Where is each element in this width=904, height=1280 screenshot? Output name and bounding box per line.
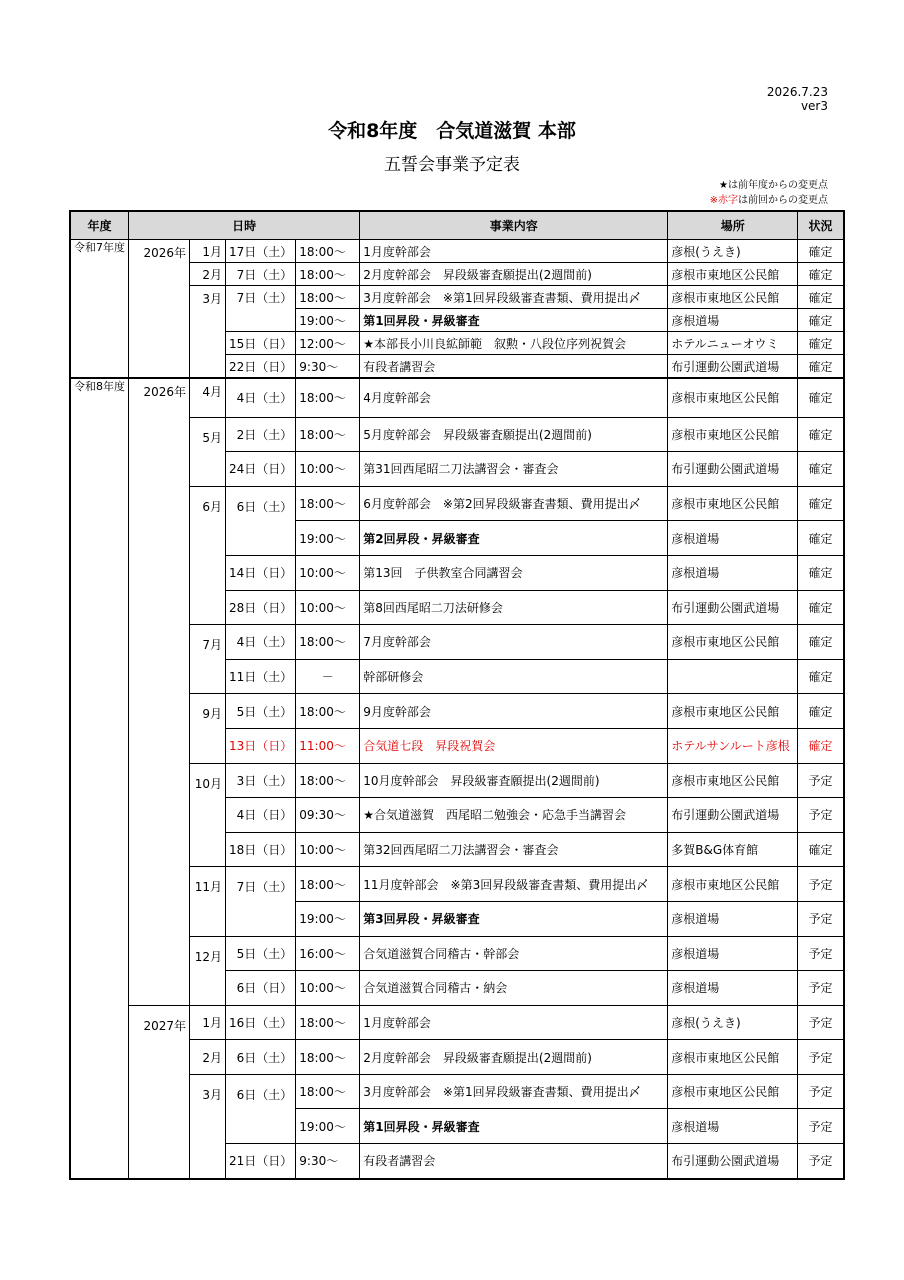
place-cell: 布引運動公園武道場: [668, 355, 798, 379]
time-cell: 18:00～: [296, 286, 360, 309]
note-red-word: 赤字: [718, 195, 738, 206]
status-cell: 確定: [798, 452, 844, 487]
place-cell: 彦根市東地区公民館: [668, 867, 798, 902]
time-cell: 18:00～: [296, 486, 360, 521]
place-cell: 彦根市東地区公民館: [668, 417, 798, 452]
year-2026b: 2026年: [129, 378, 190, 1005]
time-cell: 18:00～: [296, 417, 360, 452]
version-text: ver3: [800, 99, 828, 113]
content-cell: ★合気道滋賀 西尾昭二勉強会・応急手当講習会: [360, 798, 668, 833]
place-cell: 彦根市東地区公民館: [668, 486, 798, 521]
content-cell: 第3回昇段・昇級審査: [360, 901, 668, 936]
status-cell: 確定: [798, 555, 844, 590]
content-cell: 5月度幹部会 昇段級審査願提出(2週間前): [360, 417, 668, 452]
day-cell: 28日（日）: [226, 590, 296, 625]
month-cell: 2月: [190, 263, 226, 286]
content-cell: 10月度幹部会 昇段級審査願提出(2週間前): [360, 763, 668, 798]
status-cell: 確定: [798, 590, 844, 625]
status-cell: 確定: [798, 309, 844, 332]
table-row: [70, 378, 844, 417]
page-subtitle: 五誓会事業予定表: [384, 155, 520, 175]
content-cell: 第1回昇段・昇級審査: [360, 309, 668, 332]
status-cell: 予定: [798, 867, 844, 902]
time-cell: 19:00～: [296, 1109, 360, 1144]
time-cell: 09:30～: [296, 798, 360, 833]
content-cell: 第32回西尾昭二刀法講習会・審査会: [360, 832, 668, 867]
day-cell: 6日（土）: [226, 486, 296, 555]
content-cell: ★本部長小川良絋師範 叙勲・八段位序列祝賀会: [360, 332, 668, 355]
time-cell: 18:00～: [296, 263, 360, 286]
status-cell: 確定: [798, 728, 844, 763]
day-cell: 13日（日）: [226, 728, 296, 763]
month-cell: 6月: [190, 486, 226, 624]
day-cell: 6日（日）: [226, 971, 296, 1006]
content-cell: 9月度幹部会: [360, 694, 668, 729]
time-cell: 10:00～: [296, 832, 360, 867]
time-cell: 19:00～: [296, 309, 360, 332]
status-cell: 確定: [798, 355, 844, 379]
content-cell: 第8回西尾昭二刀法研修会: [360, 590, 668, 625]
content-cell: 7月度幹部会: [360, 625, 668, 660]
time-cell: 18:00～: [296, 240, 360, 263]
place-cell: 彦根道場: [668, 521, 798, 556]
status-cell: 確定: [798, 694, 844, 729]
day-cell: 16日（土）: [226, 1005, 296, 1040]
place-cell: 彦根道場: [668, 555, 798, 590]
content-cell: 合気道七段 昇段祝賀会: [360, 728, 668, 763]
month-cell: 4月: [190, 378, 226, 417]
place-cell: 彦根(うえき): [668, 1005, 798, 1040]
time-cell: 12:00～: [296, 332, 360, 355]
status-cell: 予定: [798, 1040, 844, 1075]
day-cell: 7日（土）: [226, 867, 296, 936]
content-cell: 4月度幹部会: [360, 378, 668, 417]
schedule-table: [69, 210, 845, 1180]
date-text: 2026.7.23: [766, 85, 828, 99]
note-red-prefix: ※: [709, 195, 718, 206]
content-cell: 2月度幹部会 昇段級審査願提出(2週間前): [360, 1040, 668, 1075]
place-cell: 布引運動公園武道場: [668, 1144, 798, 1179]
month-cell: 11月: [190, 867, 226, 936]
content-cell: 3月度幹部会 ※第1回昇段級審査書類、費用提出〆: [360, 1074, 668, 1109]
time-cell: 9:30～: [296, 1144, 360, 1179]
table-header-row: [70, 211, 844, 240]
status-cell: 予定: [798, 1144, 844, 1179]
time-cell: 18:00～: [296, 1040, 360, 1075]
day-cell: 17日（土）: [226, 240, 296, 263]
month-cell: 10月: [190, 763, 226, 867]
day-cell: 11日（土）: [226, 659, 296, 694]
time-cell: 10:00～: [296, 590, 360, 625]
note-star: ★は前年度からの変更点: [719, 180, 828, 191]
month-cell: 7月: [190, 625, 226, 694]
col-place: 場所: [668, 211, 798, 240]
status-cell: 確定: [798, 659, 844, 694]
time-cell: 11:00～: [296, 728, 360, 763]
document-date: [767, 85, 828, 113]
day-cell: 18日（日）: [226, 832, 296, 867]
content-cell: 第31回西尾昭二刀法講習会・審査会: [360, 452, 668, 487]
note-red-suffix: は前回からの変更点: [738, 195, 828, 206]
status-cell: 予定: [798, 1074, 844, 1109]
month-cell: 1月: [190, 1005, 226, 1040]
day-cell: 15日（日）: [226, 332, 296, 355]
content-cell: 6月度幹部会 ※第2回昇段級審査書類、費用提出〆: [360, 486, 668, 521]
content-cell: 第2回昇段・昇級審査: [360, 521, 668, 556]
time-cell: 18:00～: [296, 378, 360, 417]
year-2027: 2027年: [129, 1005, 190, 1178]
place-cell: 彦根道場: [668, 309, 798, 332]
status-cell: 確定: [798, 486, 844, 521]
status-cell: 確定: [798, 417, 844, 452]
day-cell: 6日（土）: [226, 1074, 296, 1143]
status-cell: 確定: [798, 263, 844, 286]
content-cell: 2月度幹部会 昇段級審査願提出(2週間前): [360, 263, 668, 286]
time-cell: 18:00～: [296, 867, 360, 902]
time-cell: 19:00～: [296, 521, 360, 556]
content-cell: 3月度幹部会 ※第1回昇段級審査書類、費用提出〆: [360, 286, 668, 309]
place-cell: 布引運動公園武道場: [668, 590, 798, 625]
day-cell: 21日（日）: [226, 1144, 296, 1179]
status-cell: 予定: [798, 971, 844, 1006]
content-cell: 合気道滋賀合同稽古・幹部会: [360, 936, 668, 971]
status-cell: 予定: [798, 936, 844, 971]
status-cell: 予定: [798, 763, 844, 798]
day-cell: 14日（日）: [226, 555, 296, 590]
place-cell: 彦根(うえき): [668, 240, 798, 263]
time-cell: 9:30～: [296, 355, 360, 379]
status-cell: 確定: [798, 625, 844, 660]
time-cell: 18:00～: [296, 694, 360, 729]
table-row: [70, 1005, 844, 1040]
year-2026a: 2026年: [129, 240, 190, 379]
table-row: [70, 240, 844, 263]
month-cell: 12月: [190, 936, 226, 1005]
place-cell: 彦根道場: [668, 1109, 798, 1144]
time-cell: －: [296, 659, 360, 694]
content-cell: 1月度幹部会: [360, 1005, 668, 1040]
day-cell: 7日（土）: [226, 286, 296, 332]
era-r7: 令和7年度: [70, 240, 129, 379]
page-title: 令和8年度 合気道滋賀 本部: [328, 120, 576, 142]
day-cell: 24日（日）: [226, 452, 296, 487]
day-cell: 5日（土）: [226, 936, 296, 971]
content-cell: 有段者講習会: [360, 1144, 668, 1179]
col-status: 状況: [798, 211, 844, 240]
status-cell: 予定: [798, 798, 844, 833]
content-cell: 1月度幹部会: [360, 240, 668, 263]
place-cell: 彦根市東地区公民館: [668, 1040, 798, 1075]
content-cell: 合気道滋賀合同稽古・納会: [360, 971, 668, 1006]
time-cell: 10:00～: [296, 555, 360, 590]
col-content: 事業内容: [360, 211, 668, 240]
place-cell: ホテルニューオウミ: [668, 332, 798, 355]
time-cell: 16:00～: [296, 936, 360, 971]
note-red: [710, 193, 828, 208]
day-cell: 2日（土）: [226, 417, 296, 452]
content-cell: 幹部研修会: [360, 659, 668, 694]
day-cell: 4日（日）: [226, 798, 296, 833]
time-cell: 18:00～: [296, 1005, 360, 1040]
place-cell: 彦根市東地区公民館: [668, 263, 798, 286]
content-cell: 11月度幹部会 ※第3回昇段級審査書類、費用提出〆: [360, 867, 668, 902]
day-cell: 4日（土）: [226, 625, 296, 660]
place-cell: 彦根道場: [668, 936, 798, 971]
col-datetime: 日時: [129, 211, 360, 240]
time-cell: 10:00～: [296, 971, 360, 1006]
day-cell: 3日（土）: [226, 763, 296, 798]
place-cell: [668, 659, 798, 694]
content-cell: 第13回 子供教室合同講習会: [360, 555, 668, 590]
time-cell: 19:00～: [296, 901, 360, 936]
status-cell: 確定: [798, 240, 844, 263]
place-cell: 彦根市東地区公民館: [668, 1074, 798, 1109]
status-cell: 確定: [798, 332, 844, 355]
month-cell: 3月: [190, 1074, 226, 1178]
place-cell: 彦根道場: [668, 901, 798, 936]
status-cell: 確定: [798, 521, 844, 556]
time-cell: 18:00～: [296, 763, 360, 798]
day-cell: 22日（日）: [226, 355, 296, 379]
month-cell: 1月: [190, 240, 226, 263]
place-cell: 彦根市東地区公民館: [668, 694, 798, 729]
time-cell: 10:00～: [296, 452, 360, 487]
place-cell: 布引運動公園武道場: [668, 798, 798, 833]
place-cell: 多賀B&G体育館: [668, 832, 798, 867]
day-cell: 5日（土）: [226, 694, 296, 729]
place-cell: 彦根市東地区公民館: [668, 625, 798, 660]
time-cell: 18:00～: [296, 1074, 360, 1109]
month-cell: 2月: [190, 1040, 226, 1075]
day-cell: 4日（土）: [226, 378, 296, 417]
place-cell: 彦根市東地区公民館: [668, 378, 798, 417]
status-cell: 確定: [798, 832, 844, 867]
content-cell: 第1回昇段・昇級審査: [360, 1109, 668, 1144]
place-cell: 彦根市東地区公民館: [668, 763, 798, 798]
status-cell: 確定: [798, 286, 844, 309]
day-cell: 7日（土）: [226, 263, 296, 286]
month-cell: 3月: [190, 286, 226, 379]
content-cell: 有段者講習会: [360, 355, 668, 379]
day-cell: 6日（土）: [226, 1040, 296, 1075]
month-cell: 9月: [190, 694, 226, 763]
place-cell: 彦根市東地区公民館: [668, 286, 798, 309]
status-cell: 確定: [798, 378, 844, 417]
place-cell: 彦根道場: [668, 971, 798, 1006]
place-cell: 布引運動公園武道場: [668, 452, 798, 487]
era-r8: 令和8年度: [70, 378, 129, 1179]
status-cell: 予定: [798, 901, 844, 936]
legend-notes: [710, 178, 828, 208]
time-cell: 18:00～: [296, 625, 360, 660]
place-cell: ホテルサンルート彦根: [668, 728, 798, 763]
status-cell: 予定: [798, 1109, 844, 1144]
col-era: 年度: [70, 211, 129, 240]
status-cell: 予定: [798, 1005, 844, 1040]
month-cell: 5月: [190, 417, 226, 486]
